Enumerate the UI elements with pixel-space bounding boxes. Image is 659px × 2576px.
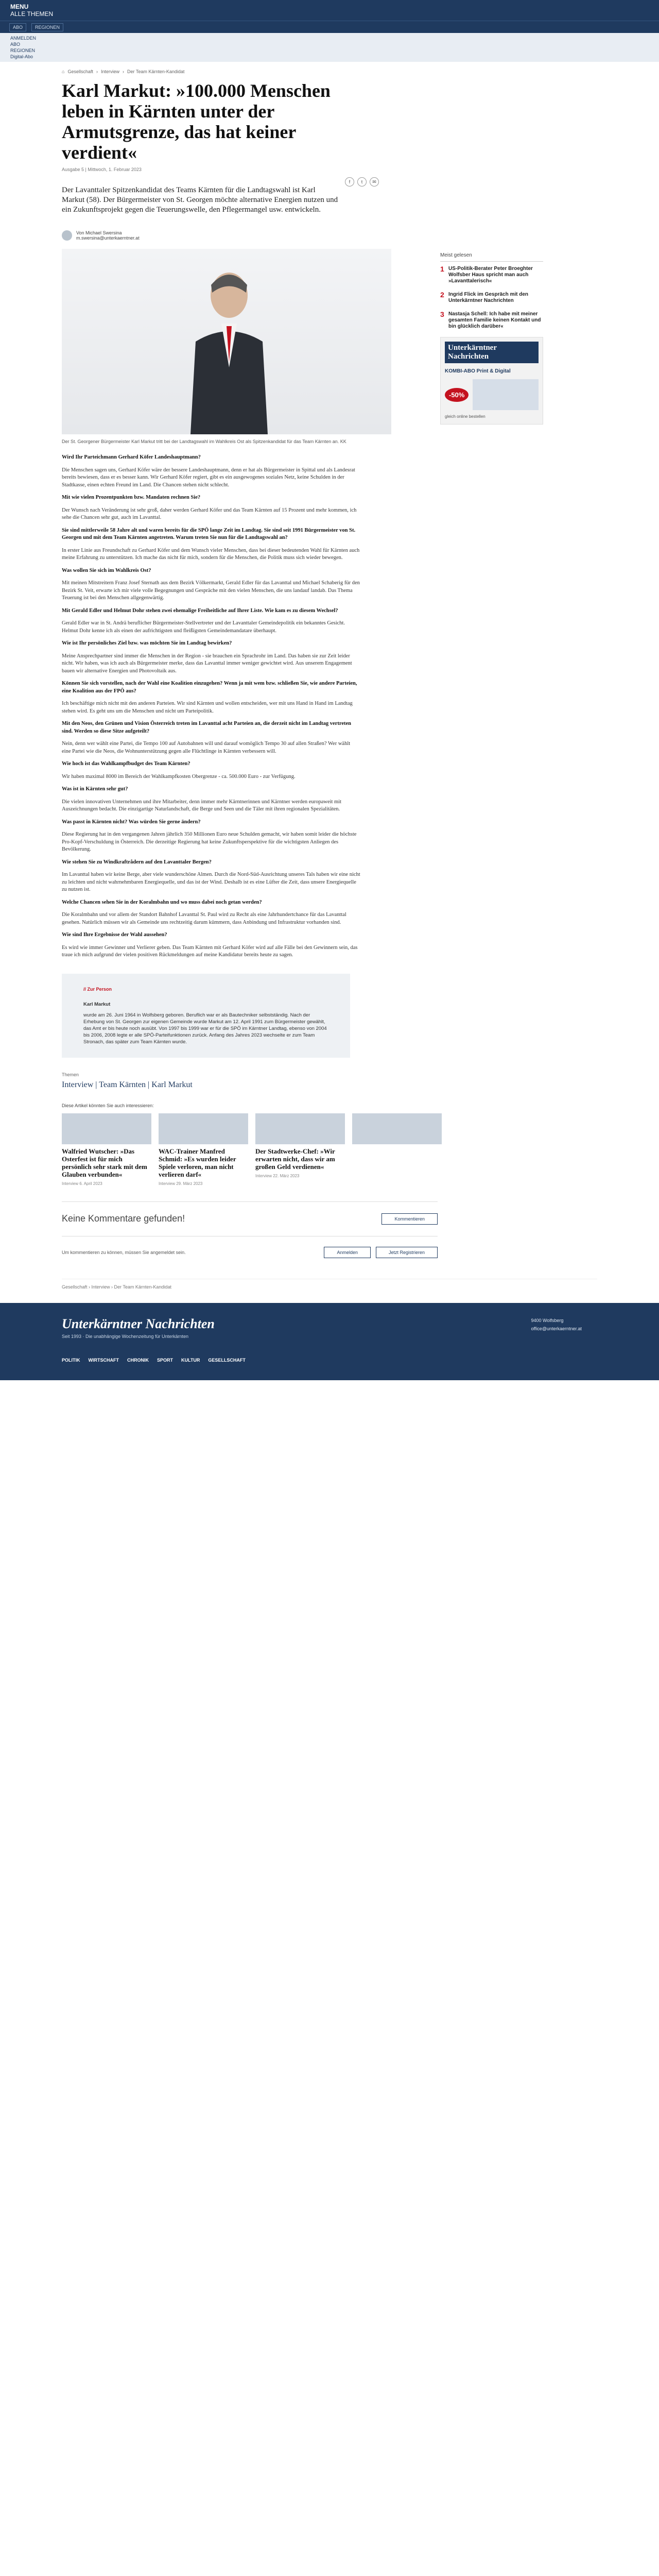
interview-question: Mit Gerald Edler und Helmut Dohr stehen zwei ehemalige Freiheitliche auf Ihrer Liste. Wie kam es zu diesem Wechsel? <box>62 607 338 614</box>
related-card[interactable] <box>159 1113 248 1186</box>
interview-question: Sie sind mittlerweile 58 Jahre alt und waren bereits für die SPÖ lange Zeit im Landtag. Sie sind seit 1991 Bürgermeister von St. Georgen und mit dem Team Kärnten angetreten. Warum treten Sie nun für die Landtagswahl an? <box>62 527 356 540</box>
footer-subline: Seit 1993 · Die unabhängige Wochenzeitung für Unterkärnten <box>62 1333 188 1339</box>
author-avatar <box>62 230 72 241</box>
interview-answer: Die Menschen sagen uns, Gerhard Köfer wäre der bessere Landeshauptmann, denn er hat als Bürgermeister in Spittal und als Landesrat bereits bewiesen, dass er es besser kann. Wir Gerhard Köfer regiert, gibt es ein ausgewogenes soziales Netz, keine Schulden in der Stadtkasse, einen echten Freund im Land. Die Chancen stehen nicht schlecht. <box>62 467 355 488</box>
interview-question: Wird Ihr Parteichmann Gerhard Köfer Landeshauptmann? <box>62 454 201 460</box>
rank-number: 3 <box>440 310 444 318</box>
home-icon[interactable]: ⌂ <box>62 69 65 74</box>
most-read-item[interactable] <box>440 292 543 304</box>
related-card[interactable] <box>255 1113 345 1186</box>
breadcrumb-item[interactable]: Interview <box>91 1284 110 1290</box>
author-email[interactable]: m.swersina@unterkaerntner.at <box>76 235 140 241</box>
person-text: wurde am 26. Juni 1964 in Wolfsberg geboren. Beruflich war er als Bautechniker selbstständig. Nach der Erhebung von St. Georgen zur eigenen Gemeinde wurde Markut am 12. April 1991 zum Bürgermeister gewählt, das Amt er bis heute noch ausübt. Von 1997 bis 1999 war er für die SPÖ im Kärntner Landtag, ebenso von 2004 bis 2006, 2008 legte er alle SPÖ-Parteifunktionen zurück. Anfang des Jahres 2023 wechselte er zum Team Stronach, das später zum Team Kärnten wurde. <box>83 1012 327 1045</box>
ad-tagline: KOMBI-ABO Print & Digital <box>445 368 511 374</box>
related-card[interactable] <box>352 1113 442 1186</box>
related-date: Interview 22. März 2023 <box>255 1173 300 1178</box>
interview-answer: In erster Linie aus Freundschaft zu Gerhard Köfer und dem Wunsch vieler Menschen, dass bei dieser bedeutenden Wahl für Kärnten auch meine Erfahrung zu unterstützen. Ich mache das nicht für mich, sondern für die Menschen, die Politik muss sich wieder bewegen. <box>62 547 360 561</box>
article-container <box>62 62 597 1290</box>
most-read-title[interactable]: Ingrid Flick im Gespräch mit den Unterkärntner Nachrichten <box>448 292 529 303</box>
register-button[interactable]: Jetzt Registrieren <box>376 1247 438 1258</box>
login-text: Um kommentieren zu können, müssen Sie angemeldet sein. <box>62 1249 186 1255</box>
mail-icon[interactable]: ✉ <box>370 177 379 187</box>
footer-link[interactable]: KULTUR <box>181 1357 200 1363</box>
related-date: Interview 6. April 2023 <box>62 1181 102 1186</box>
interview-answer: Ich beschäftige mich nicht mit den anderen Parteien. Wir sind Kärnten und wollen entscheiden, wer mit uns Hand in Hand im Landtag stehen wird. Es geht uns um die Menschen und nicht um Parteipolitik. <box>62 701 353 714</box>
image-caption: Der St. Georgener Bürgermeister Karl Markut tritt bei der Landtagswahl im Wahlkreis Ost als Spitzenkandidat für das Team Kärnten an. KK <box>62 439 346 444</box>
interview-question: Mit wie vielen Prozentpunkten bzw. Mandaten rechnen Sie? <box>62 495 201 500</box>
regions-chip[interactable]: REGIONEN <box>31 23 63 31</box>
themes-label: Themen <box>62 1072 79 1077</box>
interview-question: Was wollen Sie sich im Wahlkreis Ost? <box>62 567 151 573</box>
rank-number: 1 <box>440 265 444 273</box>
most-read-title[interactable]: US-Politik-Berater Peter Broeghter Wolfsber Haus spricht man auch »Lavanttalerisch« <box>448 266 533 284</box>
comments-heading: Keine Kommentare gefunden! <box>62 1213 185 1224</box>
comments-section <box>62 1201 438 1236</box>
interview-question: Wie sind Ihre Ergebnisse der Wahl aussehen? <box>62 932 167 938</box>
breadcrumb-item[interactable]: Interview <box>100 69 119 74</box>
breadcrumb-item: Der Team Kärnten-Kandidat <box>127 69 185 74</box>
footer-email[interactable]: office@unterkaerntner.at <box>531 1326 582 1331</box>
interview-question: Wie hoch ist das Wahlkampfbudget des Team Kärnten? <box>62 761 190 767</box>
footer-link[interactable]: WIRTSCHAFT <box>88 1357 119 1363</box>
interview-answer: Die Koralmbahn und vor allem der Standort Bahnhof Lavanttal St. Paul wird zu Recht als eine Jahrhundertchance für das Lavanttal gesehen. Natürlich müssen wir als Gemeinde uns rechtzeitig darum kümmern, dass Anbindung und Infrastruktur vorhanden sind. <box>62 912 346 925</box>
author-name[interactable]: Von Michael Swersina <box>76 230 122 235</box>
related-image <box>159 1113 248 1144</box>
advertisement[interactable] <box>440 337 543 425</box>
footer-address: 9400 Wolfsberg <box>531 1317 564 1323</box>
interview-question: Welche Chancen sehen Sie in der Koralmbahn und wo muss dabei noch getan werden? <box>62 899 262 905</box>
person-name: Karl Markut <box>83 1001 111 1007</box>
twitter-icon[interactable]: t <box>357 177 367 187</box>
interview-answer: Diese Regierung hat in den vergangenen Jahren jährlich 350 Millionen Euro neue Schulden gemacht, wir haben somit leider die höchste Pro-Kopf-Verschuldung in Österreich. Die derzeitige Regierung hat keine Zukunftsperspektive für die wichtigsten Anliegen des Bevölkerung. <box>62 832 357 852</box>
themes <box>62 1072 597 1090</box>
person-box <box>62 974 350 1058</box>
comment-button[interactable]: Kommentieren <box>381 1213 438 1225</box>
footer-logo[interactable]: Unterkärntner Nachrichten <box>62 1316 215 1331</box>
person-box-heading: // Zur Person <box>83 986 112 992</box>
most-read-title[interactable]: Nastasja Schell: Ich habe mit meiner gesamten Familie keinen Kontakt und bin glücklich darüber« <box>448 311 541 329</box>
breadcrumb: ⌂ Gesellschaft › Interview › Der Team Kärnten-Kandidat <box>62 69 185 74</box>
ad-discount-badge: -50% <box>445 388 469 402</box>
footer-link[interactable]: GESELLSCHAFT <box>208 1357 246 1363</box>
related-image <box>62 1113 151 1144</box>
related-articles <box>62 1103 597 1186</box>
interview-answer: Mit meinen Mitstreitern Franz Josef Sternath aus dem Bezirk Völkermarkt, Gerald Edler für das Lavanttal und Michael Schaberig für den Bezirk St. Veit, erwarte ich mir viele volle Begegnungen und Gespräche mit den vielen Menschen, die uns landauf landab. Das Thema Teuerung ist bei den Menschen allgegenwärtig. <box>62 580 360 601</box>
sidebar <box>440 252 543 425</box>
interview-answer: Die vielen innovativen Unternehmen und ihre Mitarbeiter, denn immer mehr Kärntnerinnen und Kärntner werden europaweit mit Auszeichnungen bedacht. Die einzigartige Naturlandschaft, die Berge und Seen und die Täler mit ihren regionalen Spezialitäten. <box>62 799 342 812</box>
share-buttons <box>345 177 379 187</box>
related-image <box>352 1113 442 1144</box>
author-line <box>62 230 597 241</box>
login-prompt <box>62 1247 438 1258</box>
footer-links <box>62 1358 597 1363</box>
subnav-item[interactable]: REGIONEN <box>10 48 36 53</box>
article-body <box>62 454 360 959</box>
related-date: Interview 29. März 2023 <box>159 1181 203 1186</box>
interview-answer: Meine Ansprechpartner sind immer die Menschen in der Region - sie brauchen ein Sprachrohr im Land. Das haben sie zur Zeit leider nicht. Wir haben, was ich auch als Bürgermeister merke, dass das Lavanttal immer weniger gewichtet wird. Aus unserem Engagement bauen wir alternative Energien und Photovoltaik aus. <box>62 653 352 674</box>
portrait-image <box>185 264 273 434</box>
article-meta: Ausgabe 5 | Mittwoch, 1. Februar 2023 <box>62 167 142 172</box>
related-image <box>255 1113 345 1144</box>
interview-question: Was ist in Kärnten sehr gut? <box>62 786 128 792</box>
ad-brand: Unterkärntner Nachrichten <box>445 342 539 363</box>
breadcrumb-item[interactable]: Gesellschaft <box>62 1284 88 1290</box>
top-bar <box>0 0 659 21</box>
sub-navigation <box>0 33 659 62</box>
related-heading: Diese Artikel könnten Sie auch interessieren: <box>62 1103 154 1108</box>
menu-button[interactable]: MENU <box>10 3 29 10</box>
bottom-breadcrumb: Gesellschaft › Interview › Der Team Kärnten-Kandidat <box>62 1279 597 1290</box>
most-read-item[interactable] <box>440 266 543 284</box>
article-lead: Der Lavanttaler Spitzenkandidat des Teams Kärnten für die Landtagswahl ist Karl Markut (58). Der Bürgermeister von St. Georgen möchte alternative Energien nutzen und ein Zukunftsprojekt gegen die Teuerungswelle, den Pflegermangel usw. entwickeln. <box>62 186 338 214</box>
footer-link[interactable]: POLITIK <box>62 1357 80 1363</box>
interview-question: Wie stehen Sie zu Windkraftrådern auf den Lavanttaler Bergen? <box>62 859 212 865</box>
sidebar-heading: Meist gelesen <box>440 252 543 262</box>
interview-question: Können Sie sich vorstellen, nach der Wahl eine Koalition einzugehen? Wenn ja mit wem bzw. schließen Sie, wie andere Parteien, eine Koalition aus der FPÖ aus? <box>62 681 357 694</box>
login-button[interactable]: Anmelden <box>324 1247 371 1258</box>
interview-answer: Im Lavanttal haben wir keine Berge, aber viele wunderschöne Almen. Durch die Nord-Süd-Ausrichtung unseres Tals haben wir eine nicht zu leichten und nicht wahrnehmbaren Energiequelle, und das ist der Wind. Deshalb ist es eine Lüfter die Zeit, dass unsere Energiequelle zu nutzen ist. <box>62 872 360 892</box>
interview-question: Mit den Neos, den Grünen und Vision Österreich treten im Lavanttal acht Parteien an, die derzeit nicht im Landtag vertreten sind. Werden so diese Sitze aufgeteilt? <box>62 721 351 734</box>
breadcrumb-item: Der Team Kärnten-Kandidat <box>114 1284 171 1290</box>
themes-title[interactable]: Interview | Team Kärnten | Karl Markut <box>62 1080 193 1089</box>
footer-contact <box>531 1316 582 1333</box>
interview-answer: Wir haben maximal 8000 im Bereich der Wahlkampfkosten Obergrenze - ca. 500.000 Euro - zur Verfügung. <box>62 773 296 779</box>
related-title[interactable]: WAC-Trainer Manfred Schmid: »Es wurden leider Spiele verloren, man nicht verlieren darf« <box>159 1147 236 1178</box>
subnav-item[interactable]: ANMELDEN <box>10 36 37 41</box>
rank-number: 2 <box>440 291 444 299</box>
nav-bar <box>0 21 659 33</box>
interview-answer: Gerald Edler war in St. Andrä beruflicher Bürgermeister-Stellvertreter und der Lavanttaler Gemeindepolitik ein bekanntes Gesicht. Helmut Dohr kenne ich als einen der aufrichtigsten und fleißigsten Gemeindemandatare überhaupt. <box>62 620 345 634</box>
footer-link[interactable]: SPORT <box>157 1357 174 1363</box>
related-title[interactable]: Der Stadtwerke-Chef: »Wir erwarten nicht, dass wir am großen Geld verdienen« <box>255 1147 335 1171</box>
related-card[interactable] <box>62 1113 151 1186</box>
hero-image <box>62 249 391 434</box>
facebook-icon[interactable]: f <box>345 177 354 187</box>
article-headline: Karl Markut: »100.000 Menschen leben in Kärnten unter der Armutsgrenze, das hat keiner verdient« <box>62 80 331 163</box>
interview-answer: Es wird wie immer Gewinner und Verlierer geben. Das Team Kärnten mit Gerhard Köfer wird auf alle Fälle bei den Gewinnern sein, das traue ich mich aufgrund der vielen positiven Rückmeldungen auf meine Kandidatur bereits heute zu sagen. <box>62 944 358 958</box>
most-read-item[interactable] <box>440 311 543 330</box>
interview-answer: Der Wunsch nach Veränderung ist sehr groß, daher werden Gerhard Köfer und das Team Kärnten auf 15 Prozent und mehr kommen, ich sehe die Chancen sehr gut, auch im Lavanttal. <box>62 507 357 520</box>
interview-question: Wie ist Ihr persönliches Ziel bzw. was möchten Sie im Landtag bewirken? <box>62 640 232 646</box>
all-topics-link[interactable]: ALLE THEMEN <box>10 10 54 18</box>
abo-chip[interactable]: ABO <box>9 23 26 31</box>
ad-product-image <box>473 379 539 410</box>
footer <box>0 1303 659 1380</box>
ad-note: gleich online bestellen <box>445 414 485 419</box>
breadcrumb-item[interactable]: Gesellschaft <box>67 69 93 74</box>
subnav-item[interactable]: ABO <box>10 42 21 47</box>
interview-answer: Nein, denn wer wählt eine Partei, die Tempo 100 auf Autobahnen will und darauf womöglich Tempo 30 auf allen Straßen? Wer wählt eine Partei wie die Neos, die Wohnunterstützung gegen alle Flüchtlinge in Kärnten verbessern will. <box>62 741 351 754</box>
footer-link[interactable]: CHRONIK <box>127 1357 149 1363</box>
interview-question: Was passt in Kärnten nicht? Was würden Sie gerne ändern? <box>62 819 201 825</box>
subnav-item[interactable]: Digital-Abo <box>10 54 33 59</box>
related-title[interactable]: Walfried Wutscher: »Das Osterfest ist für mich persönlich sehr stark mit dem Glauben verbunden« <box>62 1147 147 1178</box>
